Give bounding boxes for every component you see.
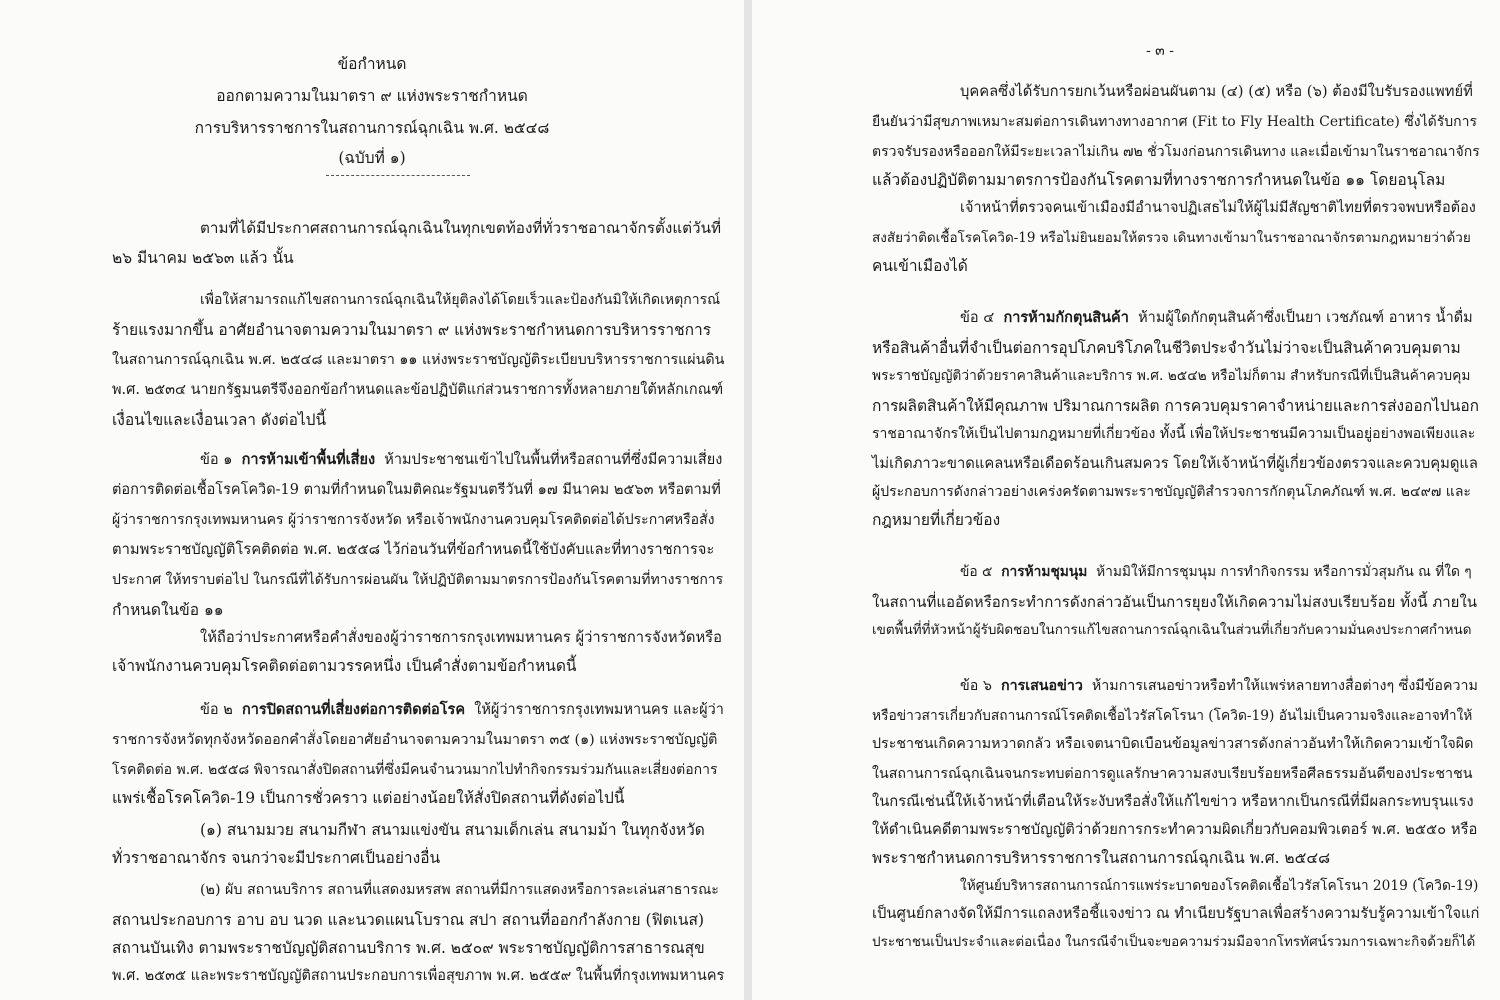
- clause-line: ผู้ว่าราชการกรุงเทพมหานคร ผู้ว่าราชการจังหวัด หรือเจ้าพนักงานควบคุมโรคติดต่อได้ประกาศหรือสั่ง: [112, 512, 715, 528]
- clause-heading: การห้ามชุมนุม: [1001, 564, 1088, 580]
- preamble-line: เงื่อนไขและเงื่อนเวลา ดังต่อไปนี้: [112, 411, 327, 429]
- clause-line: ประชาชนเกิดความหวาดกลัว หรือเจตนาบิดเบือนข้อมูลข่าวสารดังกล่าวอันทำให้เกิดความเข้าใจผิด: [872, 736, 1474, 752]
- doc-subtitle-2: การบริหารราชการในสถานการณ์ฉุกเฉิน พ.ศ. ๒๕๔๘: [194, 119, 550, 137]
- clause-line: ราชอาณาจักรให้เป็นไปตามกฎหมายที่เกี่ยวข้อง ทั้งนี้ เพื่อให้ประชาชนมีความเป็นอยู่อย่างพอเพียงและ: [872, 426, 1476, 442]
- list-item: ทั่วราชอาณาจักร จนกว่าจะมีประกาศเป็นอย่างอื่น: [112, 849, 441, 867]
- header-divider: [326, 175, 470, 176]
- clause-number: ข้อ ๑: [200, 452, 233, 468]
- clause-line: ในกรณีเช่นนี้ให้เจ้าหน้าที่เตือนให้ระงับหรือสั่งให้แก้ไขข่าว หรือหากเป็นกรณีที่มีผลกระทบรุนแรง: [872, 793, 1474, 810]
- preamble-line: เพื่อให้สามารถแก้ไขสถานการณ์ฉุกเฉินให้ยุติลงได้โดยเร็วและป้องกันมิให้เกิดเหตุการณ์: [200, 292, 721, 308]
- doc-edition: (ฉบับที่ ๑): [338, 149, 406, 167]
- clause-heading: การปิดสถานที่เสี่ยงต่อการติดต่อโรค: [242, 701, 466, 718]
- clause-number: ข้อ ๖: [960, 678, 992, 694]
- clause-line: กำหนดในข้อ ๑๑: [112, 601, 224, 619]
- clause-5-first-line: [960, 562, 1472, 582]
- clause-text: ให้ผู้ว่าราชการกรุงเทพมหานคร และผู้ว่า: [474, 702, 724, 718]
- clause-line: ให้ศูนย์บริหารสถานการณ์การแพร่ระบาดของโรคติดเชื้อไวรัสโคโรนา 2019 (โควิด-19): [960, 878, 1479, 894]
- list-item: (๒) ผับ สถานบริการ สถานที่แสดงมหรสพ สถานที่มีการแสดงหรือการละเล่นสาธารณะ: [200, 882, 719, 898]
- clause-line: เขตพื้นที่ที่หัวหน้าผู้รับผิดชอบในการแก้ไขสถานการณ์ฉุกเฉินในส่วนที่เกี่ยวกับความมั่นคงประกาศกำหนด: [872, 622, 1472, 638]
- paragraph-line: คนเข้าเมืองได้: [872, 257, 968, 275]
- paragraph-line: สงสัยว่าติดเชื้อโรคโควิด-19 หรือไม่ยินยอมให้ตรวจ เดินทางเข้ามาในราชอาณาจักรตามกฎหมายว่าด้วย: [872, 230, 1471, 246]
- list-item: สถานประกอบการ อาบ อบ นวด และนวดแผนโบราณ สปา สถานที่ออกกำลังกาย (ฟิตเนส): [112, 911, 705, 929]
- preamble-line: พ.ศ. ๒๕๓๔ นายกรัฐมนตรีจึงออกข้อกำหนดและข้อปฏิบัติแก่ส่วนราชการทั้งหลายภายใต้หลักเกณฑ์: [112, 382, 724, 398]
- clause-line: แพร่เชื้อโรคโควิด-19 เป็นการชั่วคราว แต่อย่างน้อยให้สั่งปิดสถานที่ดังต่อไปนี้: [112, 789, 625, 807]
- clause-line: ผู้ประกอบการดังกล่าวอย่างเคร่งครัดตามพระราชบัญญัติสำรวจการกักตุนโภคภัณฑ์ พ.ศ. ๒๔๙๗ และ: [872, 484, 1471, 500]
- clause-line: หรือข่าวสารเกี่ยวกับสถานการณ์โรคติดเชื้อไวรัสโคโรนา (โควิด-19) อันไม่เป็นความจริงและอาจทำให้: [872, 708, 1473, 724]
- clause-text: ห้ามประชาชนเข้าไปในพื้นที่หรือสถานที่ซึ่งมีความเสี่ยง: [384, 452, 723, 468]
- clause-number: ข้อ ๕: [960, 564, 993, 580]
- clause-line: ไม่เกิดภาวะขาดแคลนหรือเดือดร้อนเกินสมควร โดยให้เจ้าหน้าที่ผู้เกี่ยวข้องตรวจและควบคุมดูแล: [872, 455, 1478, 472]
- page-number: - ๓ -: [1146, 43, 1174, 59]
- intro-line: ตามที่ได้มีประกาศสถานการณ์ฉุกเฉินในทุกเขตท้องที่ทั่วราชอาณาจักรตั้งแต่วันที่: [200, 219, 722, 237]
- clause-line: โรคติดต่อ พ.ศ. ๒๕๕๘ พิจารณาสั่งปิดสถานที่ซึ่งมีคนจำนวนมากไปทำกิจกรรมร่วมกันและเสี่ยงต่อการ: [112, 762, 718, 778]
- clause-2-first-line: [200, 700, 724, 720]
- clause-line: กฎหมายที่เกี่ยวข้อง: [872, 511, 1001, 529]
- clause-text: ห้ามการเสนอข่าวหรือทำให้แพร่หลายทางสื่อต่างๆ ซึ่งมีข้อความ: [1091, 678, 1478, 694]
- list-item: พ.ศ. ๒๕๓๕ และพระราชบัญญัติสถานประกอบการเพื่อสุขภาพ พ.ศ. ๒๕๕๙ ในพื้นที่กรุงเทพมหานคร: [112, 968, 725, 984]
- paragraph-line: บุคคลซึ่งได้รับการยกเว้นหรือผ่อนผันตาม (๔) (๕) หรือ (๖) ต้องมีใบรับรองแพทย์ที่: [960, 83, 1473, 100]
- clause-heading: การห้ามเข้าพื้นที่เสี่ยง: [241, 451, 376, 468]
- clause-line: ในสถานที่แออัดหรือกระทำการดังกล่าวอันเป็นการยุยงให้เกิดความไม่สงบเรียบร้อย ทั้งนี้ ภายใน: [872, 593, 1478, 611]
- paragraph-line: ยืนยันว่ามีสุขภาพเหมาะสมต่อการเดินทางทางอากาศ (Fit to Fly Health Certificate) ซึ่งได้รับการ: [872, 114, 1478, 130]
- right-page: [752, 0, 1500, 1000]
- clause-1-first-line: [200, 450, 722, 470]
- paragraph-line: ตรวจรับรองหรือออกให้มีระยะเวลาไม่เกิน ๗๒ ชั่วโมงก่อนการเดินทาง และเมื่อเข้ามาในราชอาณาจักร: [872, 144, 1480, 160]
- clause-line: ราชการจังหวัดทุกจังหวัดออกคำสั่งโดยอาศัยอำนาจตามความในมาตรา ๓๕ (๑) แห่งพระราชบัญญัติ: [112, 732, 718, 748]
- intro-line: ๒๖ มีนาคม ๒๕๖๓ แล้ว นั้น: [112, 249, 294, 267]
- clause-line: การผลิตสินค้าให้มีคุณภาพ ปริมาณการผลิต การควบคุมราคาจำหน่ายและการส่งออกไปนอก: [872, 397, 1480, 415]
- list-item: สถานบันเทิง ตามพระราชบัญญัติสถานบริการ พ.ศ. ๒๕๐๙ พระราชบัญญัติการสาธารณสุข: [112, 939, 705, 957]
- clause-line: หรือสินค้าอื่นที่จำเป็นต่อการอุปโภคบริโภคในชีวิตประจำวันไม่ว่าจะเป็นสินค้าควบคุมตาม: [872, 339, 1461, 357]
- clause-line: เป็นศูนย์กลางจัดให้มีการแถลงหรือชี้แจงข่าว ณ ทำเนียบรัฐบาลเพื่อสร้างความรับรู้ความเข้าใจแก่: [872, 905, 1480, 922]
- preamble-line: ในสถานการณ์ฉุกเฉิน พ.ศ. ๒๕๔๘ และมาตรา ๑๑ แห่งพระราชบัญญัติระเบียบบริหารราชการแผ่นดิน: [112, 352, 725, 368]
- clause-line: พระราชบัญญัติว่าด้วยราคาสินค้าและบริการ พ.ศ. ๒๕๔๒ หรือไม่ก็ตาม สำหรับกรณีที่เป็นสินค้าควบคุม: [872, 368, 1471, 384]
- left-page: [0, 0, 744, 1000]
- clause-4-first-line: [960, 308, 1473, 328]
- clause-line: ให้ดำเนินคดีตามพระราชบัญญัติว่าด้วยการกระทำความผิดเกี่ยวกับคอมพิวเตอร์ พ.ศ. ๒๕๕๐ หรือ: [872, 821, 1478, 838]
- clause-line: เจ้าพนักงานควบคุมโรคติดต่อตามวรรคหนึ่ง เป็นคำสั่งตามข้อกำหนดนี้: [112, 657, 577, 675]
- doc-title: ข้อกำหนด: [337, 55, 407, 73]
- clause-line: ประกาศ ให้ทราบต่อไป ในกรณีที่ได้รับการผ่อนผัน ให้ปฏิบัติตามมาตรการป้องกันโรคตามที่ทางราชการ: [112, 572, 724, 588]
- clause-line: ให้ถือว่าประกาศหรือคำสั่งของผู้ว่าราชการกรุงเทพมหานคร ผู้ว่าราชการจังหวัดหรือ: [200, 629, 722, 646]
- clause-heading: การห้ามกักตุนสินค้า: [1003, 309, 1129, 326]
- clause-number: ข้อ ๒: [200, 702, 233, 718]
- clause-line: ต่อการติดต่อเชื้อโรคโควิด-19 ตามที่กำหนดในมติคณะรัฐมนตรีวันที่ ๑๗ มีนาคม ๒๕๖๓ หรือตามที่: [112, 482, 721, 498]
- clause-line: ในสถานการณ์ฉุกเฉินจนกระทบต่อการดูแลรักษาความสงบเรียบร้อยหรือศีลธรรมอันดีของประชาชน: [872, 766, 1473, 782]
- list-item: (๑) สนามมวย สนามกีฬา สนามแข่งขัน สนามเด็กเล่น สนามม้า ในทุกจังหวัด: [200, 821, 705, 839]
- page-gutter: [744, 0, 752, 1000]
- clause-number: ข้อ ๔: [960, 310, 995, 326]
- clause-line: พระราชกำหนดการบริหารราชการในสถานการณ์ฉุกเฉิน พ.ศ. ๒๕๔๘: [872, 849, 1331, 867]
- clause-text: ห้ามผู้ใดกักตุนสินค้าซึ่งเป็นยา เวชภัณฑ์ อาหาร น้ำดื่ม: [1138, 310, 1473, 326]
- clause-heading: การเสนอข่าว: [1000, 678, 1083, 694]
- clause-6-first-line: [960, 676, 1478, 696]
- paragraph-line: แล้วต้องปฏิบัติตามมาตรการป้องกันโรคตามที่ทางราชการกำหนดในข้อ ๑๑ โดยอนุโลม: [872, 171, 1446, 189]
- doc-subtitle: ออกตามความในมาตรา ๙ แห่งพระราชกำหนด: [216, 87, 528, 105]
- clause-line: ตามพระราชบัญญัติโรคติดต่อ พ.ศ. ๒๕๕๘ ไว้ก่อนวันที่ข้อกำหนดนี้ใช้บังคับและที่ทางราชการจะ: [112, 541, 715, 558]
- paragraph-line: เจ้าหน้าที่ตรวจคนเข้าเมืองมีอำนาจปฏิเสธไม่ให้ผู้ไม่มีสัญชาติไทยที่ตรวจพบหรือต้อง: [960, 200, 1476, 216]
- preamble-line: ร้ายแรงมากขึ้น อาศัยอำนาจตามความในมาตรา ๙ แห่งพระราชกำหนดการบริหารราชการ: [112, 321, 712, 339]
- clause-text: ห้ามมิให้มีการชุมนุม การทำกิจกรรม หรือการมั่วสุมกัน ณ ที่ใด ๆ: [1096, 564, 1472, 580]
- clause-line: ประชาชนเป็นประจำและต่อเนื่อง ในกรณีจำเป็นจะขอความร่วมมือจากโทรทัศน์รวมการเฉพาะกิจด้วยก็ได้: [872, 934, 1476, 950]
